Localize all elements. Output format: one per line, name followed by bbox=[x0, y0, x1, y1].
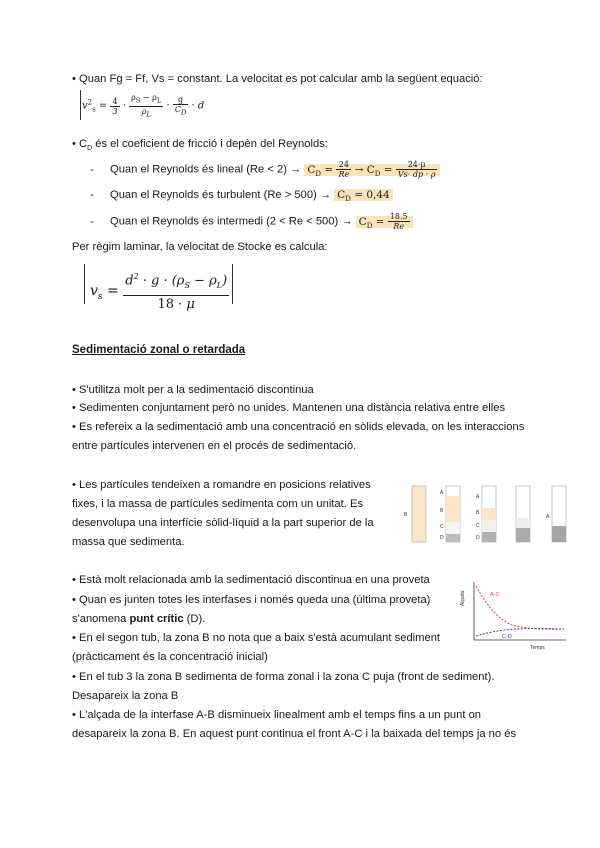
tube-2-zone-b bbox=[446, 496, 460, 522]
text-line: • Les partícules tendeixen a romandre en posicions relatives bbox=[72, 479, 371, 491]
text-line: (pràcticament és la concentració inicial) bbox=[72, 651, 268, 663]
text-line: • L'alçada de la interfase A-B disminueix linealment amb el temps fins a un punt on bbox=[72, 709, 482, 721]
section-heading: Sedimentació zonal o retardada bbox=[72, 344, 246, 356]
tube-3-zone-d bbox=[482, 532, 496, 542]
tube-2-zone-c bbox=[446, 522, 460, 534]
text-line: • Està molt relacionada amb la sedimentació discontinua en una proveta bbox=[72, 574, 430, 586]
tube-label-b: B bbox=[440, 508, 444, 514]
tube-label-a: A bbox=[546, 514, 550, 520]
tube-label-a: A bbox=[476, 494, 480, 500]
tube-label-c: C bbox=[440, 524, 444, 530]
equation-bar-left bbox=[84, 264, 85, 304]
curve-label-bottom: C-D bbox=[502, 634, 512, 640]
text-line: desenvolupa una interfície sòlid-líquid a la part superior de la bbox=[72, 517, 374, 529]
curve-c-d bbox=[476, 629, 564, 637]
y-axis-label: Alçada bbox=[460, 590, 466, 606]
reynolds-linear-item: - Quan el Reynolds és lineal $(Re < 2) \to C_D$ = $\frac{24}{Re}$ → $C_D$ = $\frac{24\cdot\mu}{Vs\cdot dp \cdot \rho}$ bbox=[90, 160, 440, 181]
text-line: • Sedimenten conjuntament però no unides. Mantenen una distància relativa entre elles bbox=[72, 402, 506, 414]
equation-bar bbox=[80, 90, 81, 120]
tube-2-zone-d bbox=[446, 534, 460, 542]
text-line: • S'utilitza molt per a la sedimentació discontinua bbox=[72, 384, 314, 396]
text-line: • En el segon tub, la zona B no nota que a baix s'està acumulant sediment bbox=[72, 632, 441, 644]
cd-turbulent-formula: $C_D = 0,44$ bbox=[334, 189, 393, 201]
text-line: fixes, i la massa de partícules sedimenta com un unitat. Es bbox=[72, 498, 364, 510]
tube-label-a: A bbox=[440, 490, 444, 496]
reynolds-turbulent-item: - Quan el Reynolds és turbulent $(Re > 500) \to C_D = 0,44$ bbox=[90, 188, 393, 206]
text-line: Desapareix la zona B bbox=[72, 690, 179, 702]
tube-1 bbox=[412, 486, 426, 542]
x-axis-label: Temps bbox=[530, 645, 545, 651]
text-line: s'anomena punt crític (D). bbox=[72, 613, 206, 625]
tube-label-b: B bbox=[404, 512, 408, 518]
cd-intermediate-formula: $C_D$ = $\frac{18.5}{Re}$ bbox=[356, 216, 413, 228]
text-line: desapareix la zona B. En aquest punt continua el front A-C i la baixada del temps ja no és bbox=[72, 728, 517, 740]
tube-4-zone-d bbox=[516, 528, 530, 542]
curve-label-top: A-C bbox=[490, 592, 500, 598]
text-line: entre partícules intervenen en el procés de sedimentació. bbox=[72, 440, 357, 452]
interface-height-figure bbox=[456, 578, 571, 652]
tube-label-b: B bbox=[476, 510, 480, 516]
text-line: massa que sedimenta. bbox=[72, 536, 185, 548]
text-line: • $C_D$ és el coeficient de fricció i depèn del Reynolds: bbox=[72, 138, 328, 153]
text-line: Per règim laminar, la velocitat de Stocke es calcula: bbox=[72, 241, 328, 253]
text-line: • En el tub 3 la zona B sedimenta de forma zonal i la zona C puja (front de sediment). bbox=[72, 671, 495, 683]
stokes-equation: $v_s$ = $\frac{d^2 \cdot g \cdot (\rho_S - \rho_L)}{18 \cdot \mu}$ bbox=[90, 268, 229, 314]
tube-5-zone-d bbox=[552, 526, 566, 542]
text-line: • Es refereix a la sedimentació amb una concentració en sòlids elevada, on les interaccions bbox=[72, 421, 525, 433]
cd-linear-formula: $C_D$ = $\frac{24}{Re}$ → $C_D$ = $\frac{24\cdot\mu}{Vs\cdot dp \cdot \rho}$ bbox=[304, 164, 440, 176]
equation-bar-right bbox=[232, 264, 233, 304]
tube-label-d: D bbox=[476, 535, 480, 541]
tube-3-zone-c bbox=[482, 520, 496, 532]
tube-label-d: D bbox=[440, 535, 444, 541]
terminal-velocity-equation: $v^2_s$ = $\frac{4}{3}$ · $\frac{\rho_S - \rho_L}{\rho_L}$ · $\frac{g}{C_D}$ · d bbox=[82, 93, 205, 119]
tube-4-zone-c bbox=[516, 518, 530, 528]
tube-label-c: C bbox=[476, 523, 480, 529]
sedimentation-tubes-figure bbox=[402, 482, 570, 544]
text-line: • Quan es junten totes les interfases i només queda una (última proveta) bbox=[72, 594, 431, 606]
critical-point-term: punt crític bbox=[129, 613, 184, 625]
reynolds-intermediate-item: - Quan el Reynolds és intermedi $(2 < Re < 500) \to C_D$ = $\frac{18.5}{Re}$ bbox=[90, 212, 413, 233]
tube-3-zone-b bbox=[482, 508, 496, 520]
text-line: • Quan Fg = Ff, Vs = constant. La velocitat es pot calcular amb la següent equació: bbox=[72, 73, 483, 85]
